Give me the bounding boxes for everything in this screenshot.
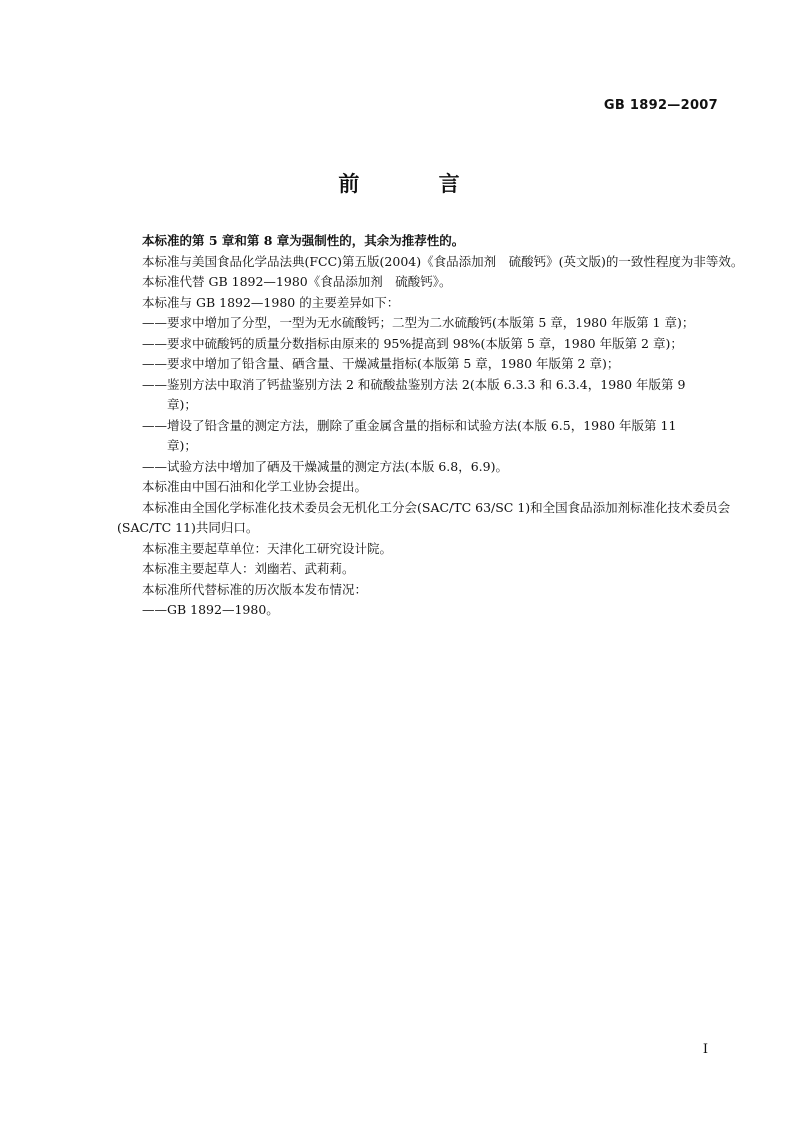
page-title: 前 言: [338, 172, 496, 196]
drafters-paragraph: 本标准主要起草人：刘幽若、武莉莉。: [142, 561, 355, 576]
difference-item: [117, 334, 749, 355]
history-item: [117, 600, 749, 621]
difference-item: [117, 313, 749, 334]
difference-text: ——试验方法中增加了硒及干燥减量的测定方法(本版 6.8，6.9)。: [142, 458, 508, 474]
difference-item: [117, 416, 749, 457]
difference-text: ——增设了铅含量的测定方法，删除了重金属含量的指标和试验方法(本版 6.5，1980 年版第 11: [142, 417, 677, 433]
drafting-unit-paragraph: 本标准主要起草单位：天津化工研究设计院。: [142, 540, 393, 556]
difference-text-continuation: 章)；: [167, 438, 197, 453]
differences-intro-paragraph: 本标准与 GB 1892—1980 的主要差异如下：: [142, 294, 400, 310]
mandatory-clause-paragraph: 本标准的第 5 章和第 8 章为强制性的，其余为推荐性的。: [142, 233, 465, 248]
difference-item: [117, 354, 749, 375]
history-text: ——GB 1892—1980。: [142, 602, 279, 617]
standard-code: GB 1892—2007: [603, 98, 718, 113]
difference-item: [117, 375, 749, 416]
difference-text: ——要求中硫酸钙的质量分数指标由原来的 95%提高到 98%(本版第 5 章，1980 年版第 2 章)；: [142, 335, 683, 351]
difference-text: ——要求中增加了铅含量、硒含量、干燥减量指标(本版第 5 章，1980 年版第 2 章)；: [142, 356, 620, 371]
replacement-paragraph: 本标准代替 GB 1892—1980《食品添加剂 硫酸钙》。: [142, 274, 452, 289]
committee-paragraph: 本标准由全国化学标准化技术委员会无机化工分会(SAC/TC 63/SC 1)和全国食品添加剂标准化技术委员会(SAC/TC 11)共同归口。: [117, 499, 731, 535]
consistency-paragraph: 本标准与美国食品化学品法典(FCC)第五版(2004)《食品添加剂 硫酸钙》(英文版)的一致性程度为非等效。: [142, 253, 744, 269]
difference-text: ——要求中增加了分型，一型为无水硫酸钙；二型为二水硫酸钙(本版第 5 章，1980 年版第 1 章)；: [142, 315, 695, 330]
difference-text-continuation: 章)；: [167, 397, 197, 412]
difference-text: ——鉴别方法中取消了钙盐鉴别方法 2 和硫酸盐鉴别方法 2(本版 6.3.3 和 6.3.4，1980 年版第 9: [142, 376, 686, 392]
difference-item: [117, 457, 749, 478]
proposer-paragraph: 本标准由中国石油和化学工业协会提出。: [142, 479, 368, 494]
history-intro-paragraph: 本标准所代替标准的历次版本发布情况：: [142, 581, 368, 597]
document-body: [117, 231, 749, 621]
page-number: I: [702, 1042, 708, 1057]
